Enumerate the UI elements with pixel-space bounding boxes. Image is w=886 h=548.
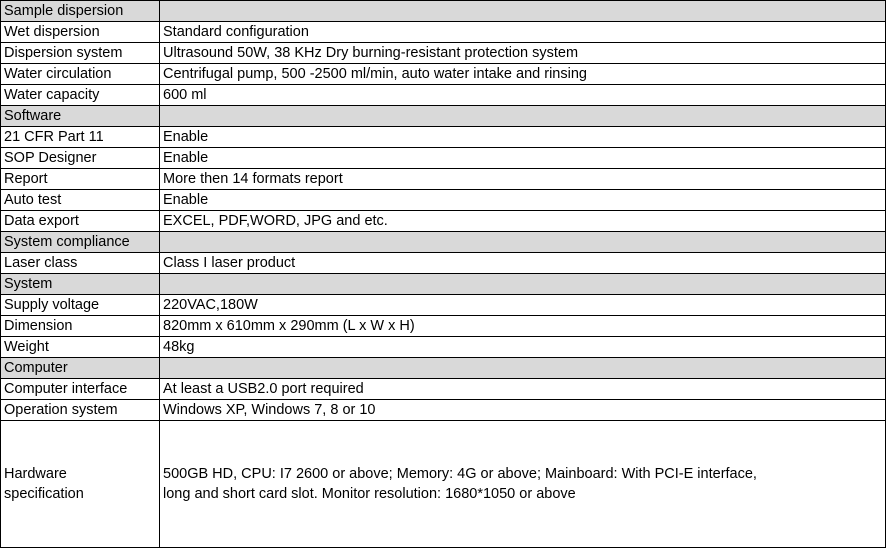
table-row — [1, 169, 886, 190]
row-label: Weight — [1, 337, 160, 358]
section-title: System — [1, 274, 160, 295]
row-value: EXCEL, PDF,WORD, JPG and etc. — [160, 211, 886, 232]
row-label: Dispersion system — [1, 43, 160, 64]
row-label: Water capacity — [1, 85, 160, 106]
row-label: 21 CFR Part 11 — [1, 127, 160, 148]
row-label: Dimension — [1, 316, 160, 337]
row-value-line: 500GB HD, CPU: I7 2600 or above; Memory: 4G or above; Mainboard: With PCI-E interface, — [163, 466, 757, 482]
table-row — [1, 253, 886, 274]
table-row-hardware-specification — [1, 421, 886, 548]
table-row — [1, 337, 886, 358]
row-label: Computer interface — [1, 379, 160, 400]
table-row — [1, 22, 886, 43]
table-row — [1, 85, 886, 106]
row-label: Data export — [1, 211, 160, 232]
row-value: Enable — [160, 190, 886, 211]
section-title-spacer — [160, 1, 886, 22]
row-label: Laser class — [1, 253, 160, 274]
table-row — [1, 148, 886, 169]
section-header-sample-dispersion — [1, 1, 886, 22]
row-value: Centrifugal pump, 500 -2500 ml/min, auto water intake and rinsing — [160, 64, 886, 85]
row-value: 600 ml — [160, 85, 886, 106]
row-value-line: long and short card slot. Monitor resolution: 1680*1050 or above — [163, 486, 576, 502]
row-value: Class I laser product — [160, 253, 886, 274]
table-row — [1, 316, 886, 337]
row-value: Windows XP, Windows 7, 8 or 10 — [160, 400, 886, 421]
row-label: Operation system — [1, 400, 160, 421]
row-label: Wet dispersion — [1, 22, 160, 43]
table-row — [1, 127, 886, 148]
row-label: Auto test — [1, 190, 160, 211]
row-label: Supply voltage — [1, 295, 160, 316]
row-label-line: specification — [4, 486, 84, 502]
row-label: Water circulation — [1, 64, 160, 85]
table-row — [1, 379, 886, 400]
row-label-line: Hardware — [4, 466, 67, 482]
section-title: Sample dispersion — [1, 1, 160, 22]
row-value: At least a USB2.0 port required — [160, 379, 886, 400]
row-value: 48kg — [160, 337, 886, 358]
section-header-system-compliance — [1, 232, 886, 253]
table-row — [1, 190, 886, 211]
section-header-computer — [1, 358, 886, 379]
row-value: 220VAC,180W — [160, 295, 886, 316]
row-label: SOP Designer — [1, 148, 160, 169]
table-row — [1, 211, 886, 232]
row-value — [160, 421, 886, 548]
table-row — [1, 295, 886, 316]
row-value: Standard configuration — [160, 22, 886, 43]
row-label: Report — [1, 169, 160, 190]
row-value: Enable — [160, 127, 886, 148]
section-title: Computer — [1, 358, 160, 379]
row-value: More then 14 formats report — [160, 169, 886, 190]
row-value: Enable — [160, 148, 886, 169]
row-label — [1, 421, 160, 548]
section-title-spacer — [160, 274, 886, 295]
row-value: 820mm x 610mm x 290mm (L x W x H) — [160, 316, 886, 337]
section-title: Software — [1, 106, 160, 127]
table-row — [1, 64, 886, 85]
table-row — [1, 43, 886, 64]
row-value: Ultrasound 50W, 38 KHz Dry burning-resistant protection system — [160, 43, 886, 64]
section-title-spacer — [160, 232, 886, 253]
section-title-spacer — [160, 358, 886, 379]
section-title: System compliance — [1, 232, 160, 253]
section-header-software — [1, 106, 886, 127]
section-title-spacer — [160, 106, 886, 127]
section-header-system — [1, 274, 886, 295]
table-row — [1, 400, 886, 421]
